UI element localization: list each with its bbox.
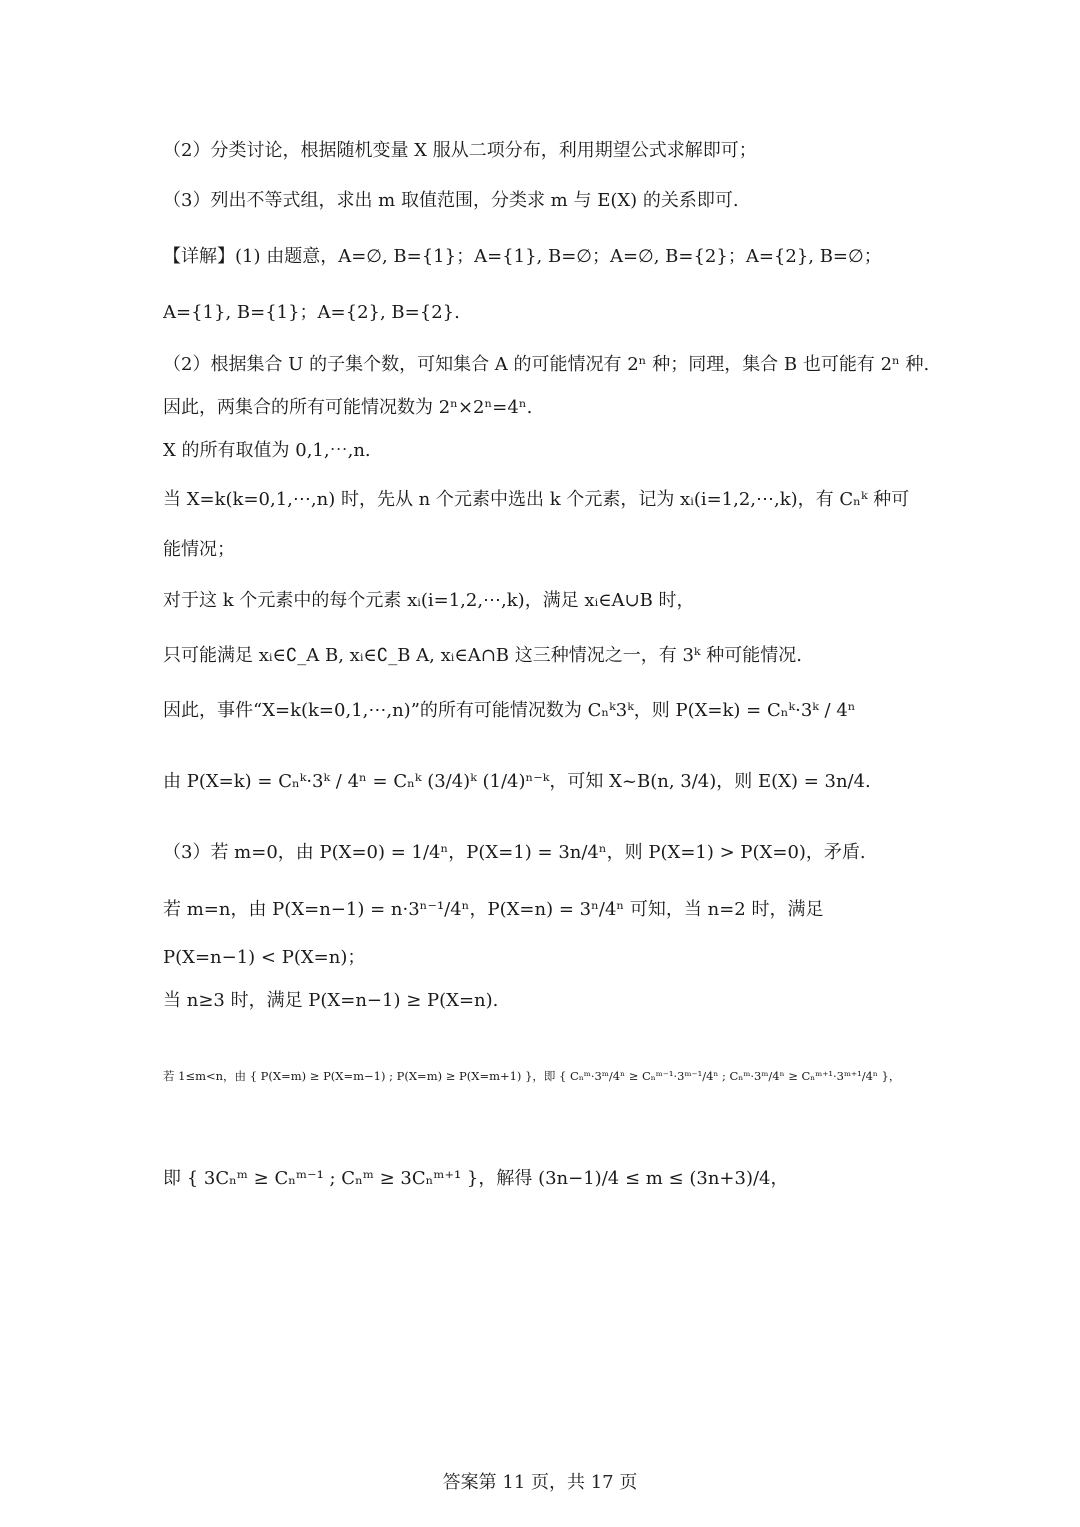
text-line-13: 由 P(X=k) = Cₙᵏ·3ᵏ / 4ⁿ = Cₙᵏ (3/4)ᵏ (1/4)ⁿ⁻ᵏ，可知 X~B(n, 3/4)，则 E(X) = 3n/4.: [163, 771, 871, 792]
text-line-8: 当 X=k(k=0,1,⋯,n) 时，先从 n 个元素中选出 k 个元素，记为 xᵢ(i=1,2,⋯,k)，有 Cₙᵏ 种可: [163, 489, 910, 510]
text-line-12: 因此，事件“X=k(k=0,1,⋯,n)”的所有可能情况数为 Cₙᵏ3ᵏ，则 P(X=k) = Cₙᵏ·3ᵏ / 4ⁿ: [163, 700, 856, 721]
text-line-3: 【详解】(1) 由题意，A=∅, B={1}；A={1}, B=∅；A=∅, B={2}；A={2}, B=∅；: [163, 246, 882, 267]
text-line-1: （2）分类讨论，根据随机变量 X 服从二项分布，利用期望公式求解即可；: [163, 140, 757, 161]
text-line-9: 能情况；: [163, 539, 235, 560]
text-line-10: 对于这 k 个元素中的每个元素 xᵢ(i=1,2,⋯,k)，满足 xᵢ∈A∪B 时，: [163, 590, 695, 611]
text-line-14: （3）若 m=0，由 P(X=0) = 1/4ⁿ，P(X=1) = 3n/4ⁿ，则 P(X=1) > P(X=0)，矛盾.: [163, 842, 866, 863]
text-line-7: X 的所有取值为 0,1,⋯,n.: [163, 440, 371, 461]
text-line-6: 因此，两集合的所有可能情况数为 2ⁿ×2ⁿ=4ⁿ.: [163, 397, 533, 418]
text-line-18: 若 1≤m<n，由 { P(X=m) ≥ P(X=m−1) ; P(X=m) ≥ P(X=m+1) }，即 { Cₙᵐ·3ᵐ/4ⁿ ≥ Cₙᵐ⁻¹·3ᵐ⁻¹/4ⁿ ; Cₙᵐ·3ᵐ/4ⁿ ≥ Cₙᵐ⁺¹·3ᵐ⁺¹/4ⁿ }，: [163, 1069, 901, 1083]
page-footer: 答案第 11 页，共 17 页: [442, 1472, 638, 1493]
text-line-5: （2）根据集合 U 的子集个数，可知集合 A 的可能情况有 2ⁿ 种；同理，集合 B 也可能有 2ⁿ 种.: [163, 354, 930, 375]
text-line-15: 若 m=n，由 P(X=n−1) = n·3ⁿ⁻¹/4ⁿ，P(X=n) = 3ⁿ/4ⁿ 可知，当 n=2 时，满足: [163, 899, 824, 920]
text-line-11: 只可能满足 xᵢ∈∁_A B, xᵢ∈∁_B A, xᵢ∈A∩B 这三种情况之一，有 3ᵏ 种可能情况.: [163, 645, 802, 666]
text-line-4: A={1}, B={1}；A={2}, B={2}.: [163, 302, 460, 323]
text-line-17: 当 n≥3 时，满足 P(X=n−1) ≥ P(X=n).: [163, 990, 499, 1011]
text-line-16: P(X=n−1) < P(X=n)；: [163, 947, 366, 968]
text-line-19: 即 { 3Cₙᵐ ≥ Cₙᵐ⁻¹ ; Cₙᵐ ≥ 3Cₙᵐ⁺¹ }，解得 (3n−1)/4 ≤ m ≤ (3n+3)/4，: [163, 1168, 789, 1189]
text-line-2: （3）列出不等式组，求出 m 取值范围，分类求 m 与 E(X) 的关系即可.: [163, 190, 739, 211]
